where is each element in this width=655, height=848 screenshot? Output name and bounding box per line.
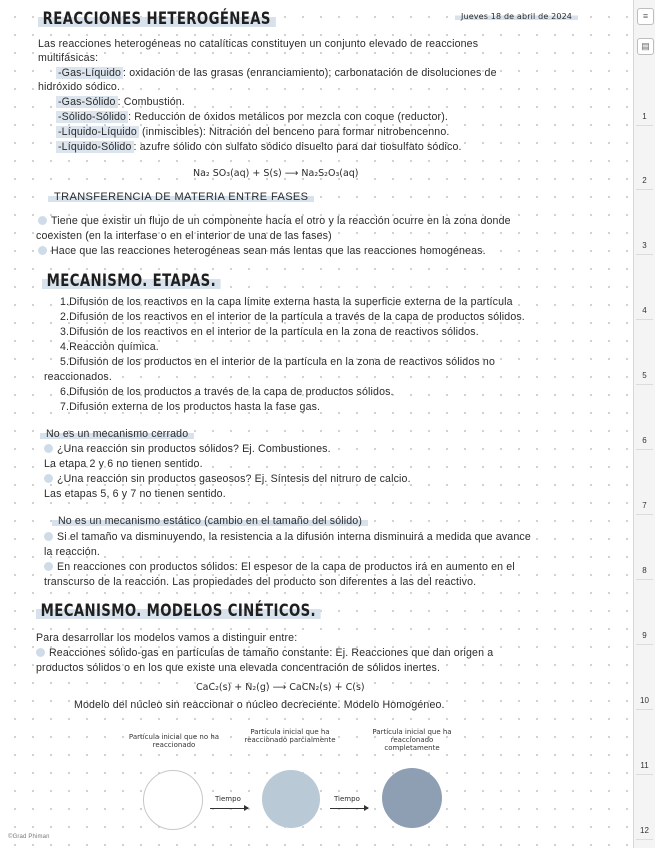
phase-item: -Líquido-Sólido : azufre sólido con sulfato sódico disuelto para dar tiosulfato sódico. (58, 141, 462, 153)
model-line: Modelo del núcleo sin reaccionar o núcleo decreciente. Modelo Homogéneo. (74, 699, 445, 711)
page-tab[interactable]: 8 (636, 522, 653, 580)
phase-item: -Sólido-Sólido : Reducción de óxidos metálicos por mezcla con coque (reductor). (58, 111, 448, 123)
page-tab[interactable]: 9 (636, 587, 653, 645)
formula: CaC₂(s) + N₂(g) ⟶ CaCN₂(s) + C(s) (196, 682, 365, 693)
particle-label: Partícula inicial que ha reaccionado completamente (372, 728, 452, 752)
page-tab[interactable]: 7 (636, 457, 653, 515)
phase-item: -Gas-Sólido : Combustión. (58, 96, 185, 108)
bullet-text: transcurso de la reacción. Las propiedades del producto son diferentes a las del reactivo. (44, 576, 477, 588)
bullet-icon (44, 532, 53, 541)
particle-unreacted (143, 770, 203, 830)
subheading: No es un mecanismo cerrado (40, 428, 194, 440)
bullet-text: Tiene que existir un flujo de un componente hacia el otro y la reacción ocurre en la zona donde (38, 215, 511, 227)
notes-icon[interactable]: ▤ (637, 38, 654, 55)
arrow-label: Tiempo (215, 795, 241, 803)
page-tab[interactable]: 12 (636, 782, 653, 840)
note-text: Las etapas 5, 6 y 7 no tienen sentido. (44, 488, 226, 500)
phase-item: -Líquido-Líquido (inmiscibles): Nitración del benceno para formar nitrobencenno. (58, 126, 450, 138)
footer-credit: ©Grad Phiman (8, 834, 50, 840)
bullet-text: Reacciones sólido-gas en partículas de tamaño constante: Ej. Reacciones que dan origen a (36, 647, 493, 659)
bullet-text: la reacción. (44, 546, 100, 558)
bullet-icon (38, 216, 47, 225)
bullet-icon (38, 246, 47, 255)
page-tab[interactable]: 1 (636, 68, 653, 126)
step-item: 6.Difusión de los productos a través de la capa de productos sólidos. (60, 386, 394, 398)
formula: Na₂ SO₃(aq) + S(s) ⟶ Na₂S₂O₃(aq) (193, 168, 359, 179)
bullet-icon (44, 562, 53, 571)
section-title: MECANISMO. MODELOS CINÉTICOS. (36, 601, 321, 621)
time-arrow-icon (330, 808, 368, 809)
page-tab[interactable]: 4 (636, 262, 653, 320)
step-item: 7.Difusión externa de los productos hasta la fase gas. (60, 401, 321, 413)
time-arrow-icon (210, 808, 248, 809)
step-item: reaccionados. (44, 371, 112, 383)
particle-complete (382, 768, 442, 828)
section-title: MECANISMO. ETAPAS. (42, 271, 221, 291)
bullet-icon (36, 648, 45, 657)
arrow-label: Tiempo (334, 795, 360, 803)
bullet-text: productos sólidos o en los que existe una elevada concentración de sólidos inertes. (36, 662, 441, 674)
page-tab[interactable]: 10 (636, 652, 653, 710)
note-text: La etapa 2 y 6 no tienen sentido. (44, 458, 203, 470)
particle-label: Partícula inicial que ha reaccionado parcialmente (244, 728, 336, 744)
models-intro: Para desarrollar los modelos vamos a distinguir entre: (36, 632, 298, 644)
particle-partial (262, 770, 320, 828)
page-tab[interactable]: 3 (636, 197, 653, 255)
intro-text: multifásicas: (38, 52, 99, 64)
intro-text: Las reacciones heterogéneas no catalíticas constituyen un conjunto elevado de reacciones (38, 38, 479, 50)
page-tab[interactable]: 2 (636, 132, 653, 190)
step-item: 5.Difusión de los productos en el interior de la partícula en la zona de reactivos sólidos no (60, 356, 496, 368)
bullet-text: En reacciones con productos sólidos: El espesor de la capa de productos irá en aumento en el (44, 561, 515, 573)
step-item: 3.Difusión de los reactivos en el interior de la partícula en la zona de reactivos sólidos. (60, 326, 479, 338)
bullet-text: ¿Una reacción sin productos sólidos? Ej. Combustiones. (44, 443, 331, 455)
bullet-icon (44, 474, 53, 483)
date-label: Jueves 18 de abril de 2024 (455, 12, 578, 21)
page-tab[interactable]: 6 (636, 392, 653, 450)
page-sidebar (633, 0, 655, 848)
step-item: 4.Reacción química. (60, 341, 159, 353)
phase-item: -Gas-Líquido : oxidación de las grasas (enranciamiento); carbonatación de disoluciones de (58, 67, 497, 79)
bullet-icon (44, 444, 53, 453)
page-tab[interactable]: 5 (636, 327, 653, 385)
bullet-text: coexisten (en la interfase o en el interior de una de las fases) (36, 230, 332, 242)
bullet-text: Si el tamaño va disminuyendo, la resistencia a la difusión interna disminuirá a medida que avance (44, 531, 531, 543)
particle-label: Partícula inicial que no ha reaccionado (128, 733, 220, 749)
section-subtitle: TRANSFERENCIA DE MATERIA ENTRE FASES (48, 191, 314, 203)
phase-item: hidróxido sódico. (38, 81, 121, 93)
menu-icon[interactable]: ≡ (637, 8, 654, 25)
step-item: 1.Difusión de los reactivos en la capa límite externa hasta la superficie externa de la partícula (60, 296, 513, 308)
page-tab[interactable]: 11 (636, 717, 653, 775)
bullet-text: Hace que las reacciones heterogéneas sean más lentas que las reacciones homogéneas. (38, 245, 486, 257)
page-title: REACCIONES HETEROGÉNEAS (38, 9, 276, 29)
subheading: No es un mecanismo estático (cambio en el tamaño del sólido) (52, 515, 368, 527)
bullet-text: ¿Una reacción sin productos gaseosos? Ej. Síntesis del nitruro de calcio. (44, 473, 411, 485)
step-item: 2.Difusión de los reactivos en el interior de la partícula a través de la capa de productos sólidos. (60, 311, 525, 323)
